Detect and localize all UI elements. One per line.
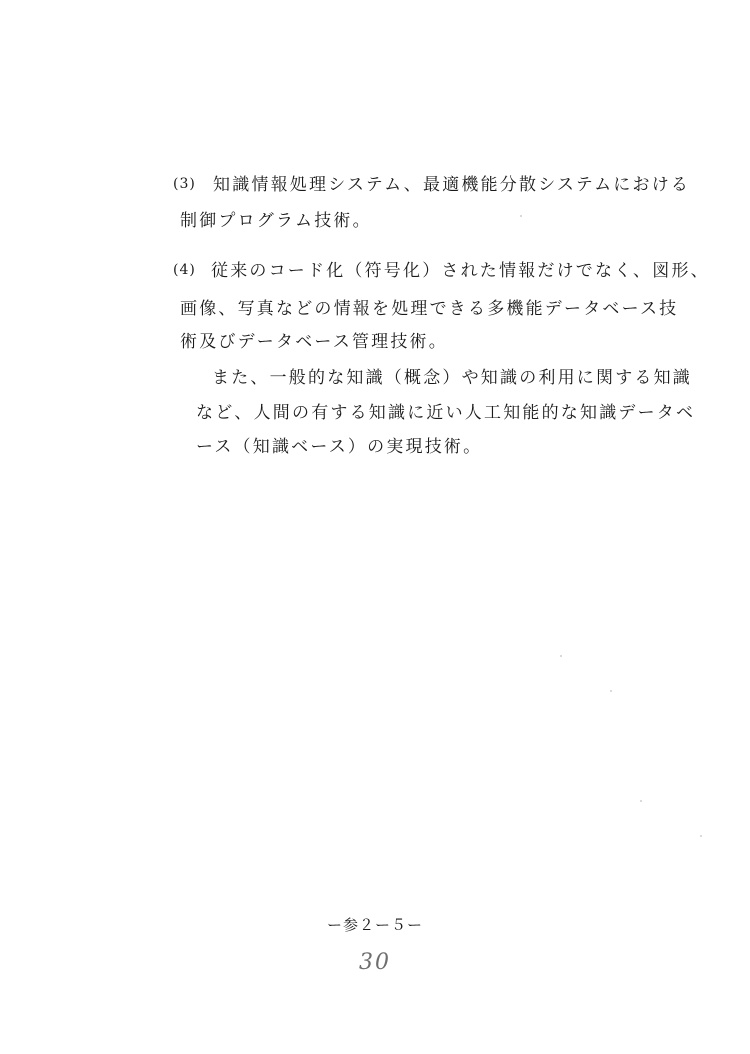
item-3-line-1: 知識情報処理システム、最適機能分散システムにおける (213, 175, 691, 195)
item-4-line-4: また、一般的な知識（概念）や知識の利用に関する知識 (212, 368, 692, 388)
item-4-line-5: など、人間の有する知識に近い人工知能的な知識データベ (196, 403, 696, 423)
scan-speck (560, 655, 562, 657)
scan-speck (700, 835, 702, 837)
handwritten-page-number: 30 (359, 950, 391, 975)
item-3-number: (3) (173, 176, 196, 192)
item-4-line-2: 画像、写真などの情報を処理できる多機能データベース技 (180, 299, 679, 319)
scan-speck (640, 800, 642, 802)
item-4-line-3: 術及びデータベース管理技術。 (180, 332, 448, 352)
scan-speck (610, 690, 612, 692)
item-4-line-1: 従来のコード化（符号化）された情報だけでなく、図形、 (211, 261, 710, 281)
page-footer-number: ー参２ー５ー (326, 916, 423, 934)
scan-speck (520, 215, 522, 217)
item-3-line-2: 制御プログラム技術。 (180, 211, 372, 231)
item-4-line-6: ース（知識ベース）の実現技術。 (196, 437, 483, 457)
item-4-number: (4) (173, 262, 196, 278)
